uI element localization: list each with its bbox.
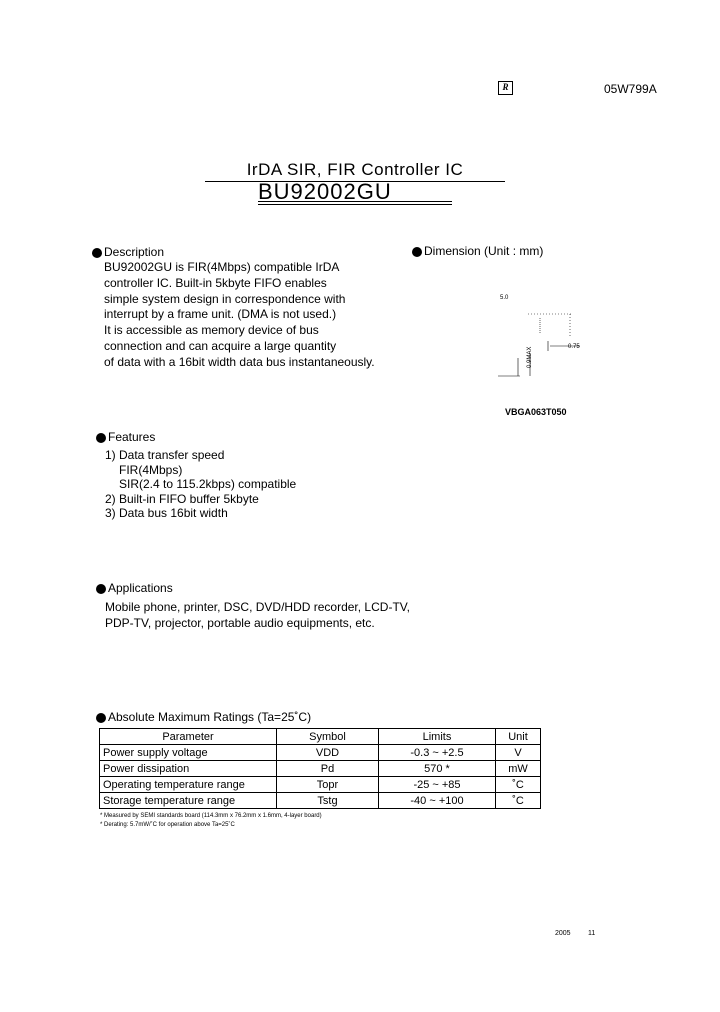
applications-line: Mobile phone, printer, DSC, DVD/HDD recorder, LCD-TV, xyxy=(105,600,411,614)
unit-cell: ˚C xyxy=(496,793,541,809)
ratings-heading xyxy=(96,710,311,725)
width-dimension-label: 5.0 xyxy=(500,295,509,301)
description-heading-label: Description xyxy=(104,245,165,259)
table-row xyxy=(100,745,541,761)
column-header-symbol: Symbol xyxy=(277,729,379,745)
pitch-dimension-label: 0.75 xyxy=(568,344,580,350)
parameter-cell: Storage temperature range xyxy=(100,793,277,809)
unit-cell: ˚C xyxy=(496,777,541,793)
applications-line: PDP-TV, projector, portable audio equipments, etc. xyxy=(105,615,375,630)
table-header-row xyxy=(100,729,541,745)
feature-item: 2) Built-in FIFO buffer 5kbyte xyxy=(105,491,259,506)
height-dimension-label: 0.9MAX xyxy=(527,346,533,368)
symbol-cell: Pd xyxy=(277,761,379,777)
limits-cell: -0.3 ~ +2.5 xyxy=(379,745,496,761)
bullet-icon xyxy=(96,584,106,594)
dimension-heading-label: Dimension (Unit : mm) xyxy=(424,244,544,258)
document-number: 05W799A xyxy=(604,82,657,96)
footer-year: 2005 xyxy=(555,930,571,937)
column-header-unit: Unit xyxy=(496,729,541,745)
description-text xyxy=(104,260,375,371)
feature-item: 1) Data transfer speed xyxy=(105,448,225,462)
ratings-note: * Measured by SEMI standards board (114.3mm x 76.2mm x 1.6mm, 4-layer board) xyxy=(100,813,322,819)
product-subtitle: IrDA SIR, FIR Controller IC xyxy=(205,160,505,182)
ratings-note: * Derating: 5.7mW/˚C for operation above Ta=25˚C xyxy=(100,822,235,828)
description-line: It is accessible as memory device of bus xyxy=(104,323,319,338)
limits-cell: -25 ~ +85 xyxy=(379,777,496,793)
bullet-icon xyxy=(92,248,102,258)
package-name: VBGA063T050 xyxy=(505,407,567,417)
applications-heading xyxy=(96,581,173,596)
description-line: of data with a 16bit width data bus instantaneously. xyxy=(104,354,375,369)
feature-item: 3) Data bus 16bit width xyxy=(105,506,228,520)
bullet-icon xyxy=(96,433,106,443)
symbol-cell: Tstg xyxy=(277,793,379,809)
package-outline-drawing xyxy=(480,288,590,383)
description-line: BU92002GU is FIR(4Mbps) compatible IrDA xyxy=(104,260,340,274)
table-row xyxy=(100,761,541,777)
feature-item: FIR(4Mbps) xyxy=(119,462,183,477)
features-heading-label: Features xyxy=(108,430,156,444)
bullet-icon xyxy=(96,713,106,723)
ratings-heading-label: Absolute Maximum Ratings (Ta=25˚C) xyxy=(108,710,312,724)
symbol-cell: Topr xyxy=(277,777,379,793)
package-drawing xyxy=(480,288,590,383)
title-underline-2 xyxy=(258,204,452,205)
dimension-heading xyxy=(412,244,543,259)
table-row xyxy=(100,777,541,793)
absolute-maximum-ratings-table xyxy=(99,728,541,809)
features-list xyxy=(105,448,296,521)
title-underline xyxy=(258,201,452,202)
description-line: interrupt by a frame unit. (DMA is not used.) xyxy=(104,307,337,322)
limits-cell: -40 ~ +100 xyxy=(379,793,496,809)
applications-heading-label: Applications xyxy=(108,581,173,595)
feature-item: SIR(2.4 to 115.2kbps) compatible xyxy=(119,477,297,491)
footer-month: 11 xyxy=(588,930,596,937)
parameter-cell: Power supply voltage xyxy=(100,745,277,761)
rohm-logo: R xyxy=(498,81,513,95)
applications-text xyxy=(105,600,410,632)
description-line: simple system design in correspondence with xyxy=(104,291,346,306)
limits-cell: 570 * xyxy=(379,761,496,777)
description-heading xyxy=(92,245,164,260)
table-row xyxy=(100,793,541,809)
ratings-notes xyxy=(100,812,322,830)
column-header-parameter: Parameter xyxy=(100,729,277,745)
description-line: controller IC. Built-in 5kbyte FIFO enables xyxy=(104,275,327,290)
bullet-icon xyxy=(412,247,422,257)
symbol-cell: VDD xyxy=(277,745,379,761)
features-heading xyxy=(96,430,155,445)
parameter-cell: Power dissipation xyxy=(100,761,277,777)
column-header-limits: Limits xyxy=(379,729,496,745)
part-number-title: BU92002GU xyxy=(258,179,392,204)
unit-cell: V xyxy=(496,745,541,761)
description-line: connection and can acquire a large quantity xyxy=(104,338,337,353)
parameter-cell: Operating temperature range xyxy=(100,777,277,793)
unit-cell: mW xyxy=(496,761,541,777)
